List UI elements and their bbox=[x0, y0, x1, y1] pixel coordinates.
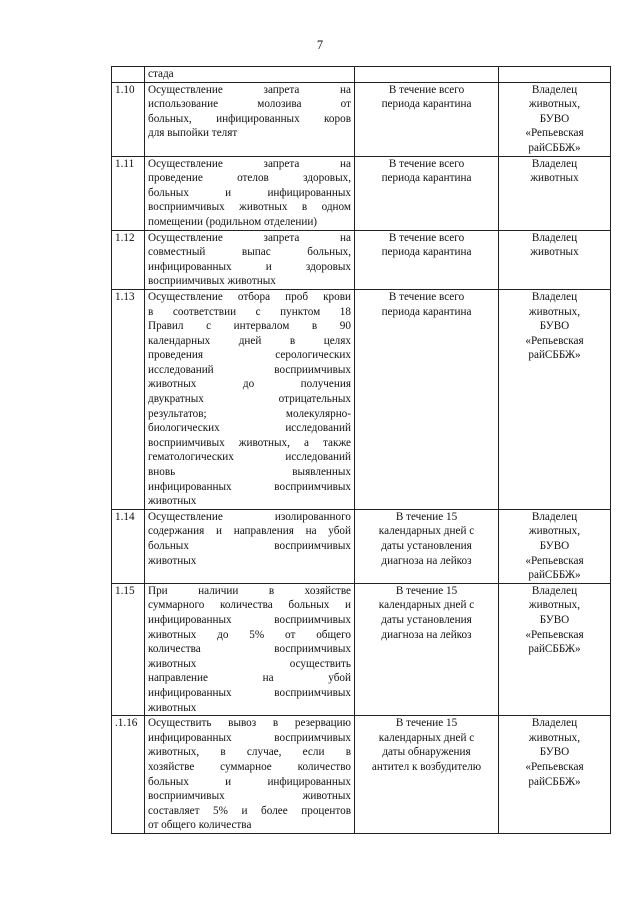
responsible-line: райСББЖ» bbox=[528, 643, 581, 656]
measures-table bbox=[111, 66, 611, 834]
term-line: периода карантина bbox=[381, 172, 472, 185]
action-line: восприимчивых животных bbox=[148, 790, 351, 803]
row-number: 1.15 bbox=[112, 583, 145, 715]
responsible-line: Владелец bbox=[531, 157, 578, 170]
action-line: животных bbox=[148, 554, 197, 567]
action-line: животных, в случае, если в bbox=[148, 746, 351, 759]
responsible-line: животных, bbox=[528, 599, 581, 612]
action-line: вновь выявленных bbox=[148, 466, 351, 479]
table-row bbox=[112, 716, 611, 834]
table-row bbox=[112, 509, 611, 583]
action-line: суммарного количества больных и bbox=[148, 599, 351, 612]
action-line: для выпойки телят bbox=[148, 127, 238, 140]
responsible-line: животных, bbox=[528, 525, 581, 538]
continuation-text: стада bbox=[145, 67, 355, 83]
action-line: животных до 5% от общего bbox=[148, 628, 351, 641]
row-number: .1.16 bbox=[112, 716, 145, 834]
action-line: биологических исследований bbox=[148, 422, 351, 435]
term-line: диагноза на лейкоз bbox=[381, 554, 472, 567]
row-action bbox=[145, 509, 355, 583]
row-term bbox=[355, 230, 499, 289]
action-line: исследований восприимчивых bbox=[148, 363, 351, 376]
table-row bbox=[112, 156, 611, 230]
responsible-line: райСББЖ» bbox=[528, 569, 581, 582]
action-line: больных и инфицированных bbox=[148, 186, 351, 199]
term-line: периода карантина bbox=[381, 246, 472, 259]
responsible-line: «Репьевская bbox=[525, 127, 584, 140]
action-line: содержания и направления на убой bbox=[148, 525, 351, 538]
row-term bbox=[355, 716, 499, 834]
term-line: диагноза на лейкоз bbox=[381, 628, 472, 641]
responsible-line: райСББЖ» bbox=[528, 775, 581, 788]
term-line: В течение 15 bbox=[395, 717, 458, 730]
continuation-row bbox=[112, 67, 611, 83]
row-number: 1.10 bbox=[112, 82, 145, 156]
row-action bbox=[145, 82, 355, 156]
action-line: восприимчивых животных в одном bbox=[148, 201, 351, 214]
action-line: животных bbox=[148, 701, 197, 714]
action-line: Осуществить вывоз в резервацию bbox=[148, 717, 351, 730]
action-line: хозяйстве суммарное количество bbox=[148, 760, 351, 773]
action-line: инфицированных и здоровых bbox=[148, 260, 351, 273]
term-line: антител к возбудителю bbox=[371, 760, 482, 773]
action-line: Осуществление отбора проб крови bbox=[148, 290, 351, 303]
term-line: В течение всего bbox=[388, 231, 465, 244]
row-number: 1.12 bbox=[112, 230, 145, 289]
responsible-line: животных, bbox=[528, 98, 581, 111]
responsible-line: Владелец bbox=[531, 290, 578, 303]
responsible-line: БУВО bbox=[539, 320, 570, 333]
action-line: Осуществление изолированного bbox=[148, 510, 351, 523]
term-line: В течение всего bbox=[388, 157, 465, 170]
responsible-line: Владелец bbox=[531, 83, 578, 96]
responsible-line: райСББЖ» bbox=[528, 141, 581, 154]
action-line: календарных дней в целях bbox=[148, 334, 351, 347]
action-line: составляет 5% и более процентов bbox=[148, 804, 351, 817]
responsible-line: «Репьевская bbox=[525, 628, 584, 641]
responsible-line: животных bbox=[530, 246, 579, 259]
row-responsible bbox=[499, 156, 611, 230]
action-line: Осуществление запрета на bbox=[148, 83, 351, 96]
row-responsible bbox=[499, 230, 611, 289]
row-number: 1.13 bbox=[112, 289, 145, 509]
row-term bbox=[355, 509, 499, 583]
responsible-line: животных, bbox=[528, 305, 581, 318]
responsible-line: Владелец bbox=[531, 510, 578, 523]
term-line: даты обнаружения bbox=[382, 746, 471, 759]
term-line: даты установления bbox=[381, 540, 472, 552]
table-row bbox=[112, 583, 611, 715]
row-term bbox=[355, 156, 499, 230]
term-line: даты установления bbox=[381, 613, 472, 626]
page-number: 7 bbox=[316, 38, 324, 52]
action-line: количества восприимчивых bbox=[148, 643, 351, 656]
action-line: инфицированных восприимчивых bbox=[148, 480, 351, 493]
responsible-line: животных bbox=[530, 172, 579, 185]
action-line: помещении (родильном отделении) bbox=[148, 215, 318, 228]
action-line: совместный выпас больных, bbox=[148, 246, 351, 259]
row-term bbox=[355, 583, 499, 715]
action-line: результатов; молекулярно- bbox=[148, 407, 351, 420]
term-line: календарных дней с bbox=[378, 525, 475, 538]
row-number: 1.11 bbox=[112, 156, 145, 230]
row-action bbox=[145, 156, 355, 230]
action-line: больных восприимчивых bbox=[148, 540, 351, 552]
term-line: В течение 15 bbox=[395, 584, 458, 597]
row-term bbox=[355, 289, 499, 509]
row-number: 1.14 bbox=[112, 509, 145, 583]
responsible-line: животных, bbox=[528, 731, 581, 744]
action-line: восприимчивых животных, а также bbox=[148, 436, 351, 449]
responsible-line: Владелец bbox=[531, 717, 578, 730]
table-row bbox=[112, 230, 611, 289]
action-line: в соответствии с пунктом 18 bbox=[148, 305, 351, 318]
action-line: инфицированных восприимчивых bbox=[148, 686, 351, 699]
action-line: направление на убой bbox=[148, 672, 351, 685]
action-line: животных bbox=[148, 495, 197, 508]
term-line: календарных дней с bbox=[378, 731, 475, 744]
responsible-line: «Репьевская bbox=[525, 334, 584, 347]
row-responsible bbox=[499, 583, 611, 715]
table-row bbox=[112, 82, 611, 156]
action-line: животных до получения bbox=[148, 378, 351, 391]
term-line: периода карантина bbox=[381, 305, 472, 318]
row-number bbox=[112, 67, 145, 83]
row-action bbox=[145, 583, 355, 715]
action-line: животных осуществить bbox=[148, 657, 351, 670]
row-term bbox=[355, 67, 499, 83]
action-line: Правил с интервалом в 90 bbox=[148, 320, 351, 333]
action-line: двукратных отрицательных bbox=[148, 393, 351, 406]
action-line: от общего количества bbox=[148, 819, 252, 832]
responsible-line: БУВО bbox=[539, 112, 570, 125]
responsible-line: «Репьевская bbox=[525, 554, 584, 567]
action-line: больных и инфицированных bbox=[148, 775, 351, 788]
responsible-line: «Репьевская bbox=[525, 760, 584, 773]
row-responsible bbox=[499, 289, 611, 509]
responsible-line: БУВО bbox=[539, 746, 570, 759]
responsible-line: БУВО bbox=[539, 613, 570, 626]
responsible-line: БУВО bbox=[539, 540, 570, 552]
action-line: Осуществление запрета на bbox=[148, 231, 351, 244]
action-line: проведение отелов здоровых, bbox=[148, 172, 351, 185]
row-action bbox=[145, 289, 355, 509]
term-line: В течение 15 bbox=[395, 510, 458, 523]
row-responsible bbox=[499, 67, 611, 83]
responsible-line: райСББЖ» bbox=[528, 349, 581, 362]
action-line: инфицированных восприимчивых bbox=[148, 731, 351, 744]
responsible-line: Владелец bbox=[531, 584, 578, 597]
row-responsible bbox=[499, 716, 611, 834]
action-line: больных, инфицированных коров bbox=[148, 112, 351, 125]
row-responsible bbox=[499, 82, 611, 156]
action-line: гематологических исследований bbox=[148, 451, 351, 464]
row-term bbox=[355, 82, 499, 156]
action-line: использование молозива от bbox=[148, 98, 351, 111]
responsible-line: Владелец bbox=[531, 231, 578, 244]
term-line: периода карантина bbox=[381, 98, 472, 111]
term-line: В течение всего bbox=[388, 290, 465, 303]
action-line: проведения серологических bbox=[148, 349, 351, 362]
row-responsible bbox=[499, 509, 611, 583]
term-line: В течение всего bbox=[388, 83, 465, 96]
action-line: При наличии в хозяйстве bbox=[148, 584, 351, 597]
row-action bbox=[145, 716, 355, 834]
term-line: календарных дней с bbox=[378, 599, 475, 612]
action-line: инфицированных восприимчивых bbox=[148, 613, 351, 626]
action-line: Осуществление запрета на bbox=[148, 157, 351, 170]
row-action bbox=[145, 230, 355, 289]
measures-table-body bbox=[112, 67, 611, 834]
action-line: восприимчивых животных bbox=[148, 275, 276, 288]
table-row bbox=[112, 289, 611, 509]
